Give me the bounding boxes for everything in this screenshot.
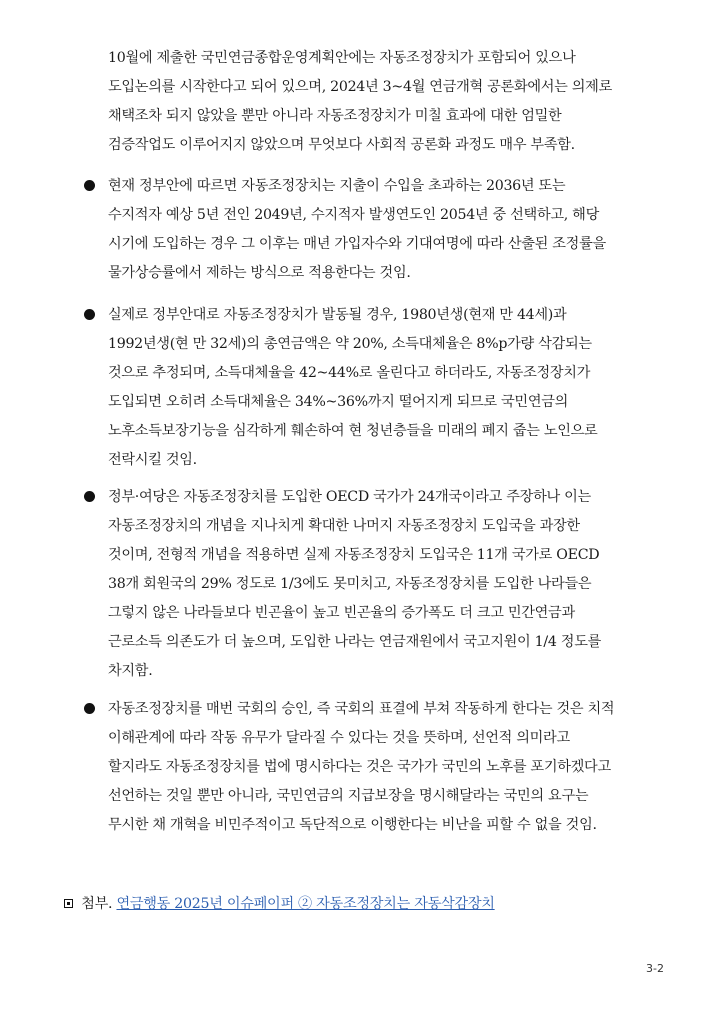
bullet-line: 것으로 추정되며, 소득대체율을 42~44%로 올린다고 하더라도, 자동조정장치가 — [108, 365, 591, 381]
intro-line: 채택조차 되지 않았을 뿐만 아니라 자동조정장치가 미칠 효과에 대한 엄밀한 — [108, 108, 562, 124]
attachment-label: 첨부. — [81, 896, 113, 912]
square-bullet-icon — [64, 899, 73, 908]
bullet-line: 실제로 정부안대로 자동조정장치가 발동될 경우, 1980년생(현재 만 44세)과 — [108, 307, 567, 323]
bullet-text — [108, 695, 674, 840]
bullet-line: 할지라도 자동조정장치를 법에 명시하다는 것은 국가가 국민의 노후를 포기하겠다고 — [108, 759, 611, 775]
bullet-text — [108, 483, 674, 686]
bullet-line: 그렇지 않은 나라들보다 빈곤율이 높고 빈곤율의 증가폭도 더 크고 민간연금과 — [108, 605, 575, 621]
attachment-line — [64, 892, 495, 916]
bullet-dot-icon — [84, 703, 95, 714]
bullet-line: 노후소득보장기능을 심각하게 훼손하여 현 청년층들을 미래의 폐지 줍는 노인으로 — [108, 423, 598, 439]
intro-line: 도입논의를 시작한다고 되어 있으며, 2024년 3~4월 연금개혁 공론화에서는 의제로 — [108, 79, 612, 95]
bullet-line: 이해관계에 따라 작동 유무가 달라질 수 있다는 것을 뜻하며, 선언적 의미라고 — [108, 730, 570, 746]
bullet-line: 전락시킬 것임. — [108, 452, 197, 468]
bullet-line: 근로소득 의존도가 더 높으며, 도입한 나라는 연금재원에서 국고지원이 1/4 정도를 — [108, 634, 601, 650]
bullet-line: 자동조정장치를 매번 국회의 승인, 즉 국회의 표결에 부쳐 작동하게 한다는 것은 치적 — [108, 701, 615, 717]
intro-line: 검증작업도 이루어지지 않았으며 무엇보다 사회적 공론화 과정도 매우 부족함. — [108, 137, 575, 153]
bullet-line: 정부·여당은 자동조정장치를 도입한 OECD 국가가 24개국이라고 주장하나 이는 — [108, 489, 591, 505]
bullet-line: 선언하는 것일 뿐만 아니라, 국민연금의 지급보장을 명시해달라는 국민의 요구는 — [108, 788, 589, 804]
bullet-line: 차지함. — [108, 663, 153, 679]
bullet-dot-icon — [84, 180, 95, 191]
intro-line: 10월에 제출한 국민연금종합운영계획안에는 자동조정장치가 포함되어 있으나 — [108, 50, 576, 66]
bullet-line: 도입되면 오히려 소득대체율은 34%~36%까지 떨어지게 되므로 국민연금의 — [108, 394, 569, 410]
intro-paragraph — [108, 44, 668, 160]
bullet-line: 자동조정장치의 개념을 지나치게 확대한 나머지 자동조정장치 도입국을 과장한 — [108, 518, 580, 534]
bullet-line: 시기에 도입하는 경우 그 이후는 매년 가입자수와 기대여명에 따라 산출된 조정률을 — [108, 236, 606, 252]
bullet-line: 것이며, 전형적 개념을 적용하면 실제 자동조정장치 도입국은 11개 국가로 OECD — [108, 547, 600, 563]
page-number: 3-2 — [646, 962, 664, 975]
bullet-text — [108, 172, 674, 288]
bullet-line: 38개 회원국의 29% 정도로 1/3에도 못미치고, 자동조정장치를 도입한 나라들은 — [108, 576, 592, 592]
bullet-text — [108, 301, 674, 475]
bullet-line: 물가상승률에서 제하는 방식으로 적용한다는 것임. — [108, 265, 411, 281]
bullet-line: 1992년생(현 만 32세)의 총연금액은 약 20%, 소득대체율은 8%p가량 삭감되는 — [108, 336, 592, 352]
bullet-line: 무시한 채 개혁을 비민주적이고 독단적으로 이행한다는 비난을 피할 수 없을 것임. — [108, 817, 597, 833]
bullet-line: 현재 정부안에 따르면 자동조정장치는 지출이 수입을 초과하는 2036년 또는 — [108, 178, 566, 194]
bullet-dot-icon — [84, 491, 95, 502]
bullet-dot-icon — [84, 309, 95, 320]
bullet-line: 수지적자 예상 5년 전인 2049년, 수지적자 발생연도인 2054년 중 선택하고, 해당 — [108, 207, 599, 223]
attachment-link[interactable]: 연금행동 2025년 이슈페이퍼 ② 자동조정장치는 자동삭감장치 — [116, 896, 495, 912]
